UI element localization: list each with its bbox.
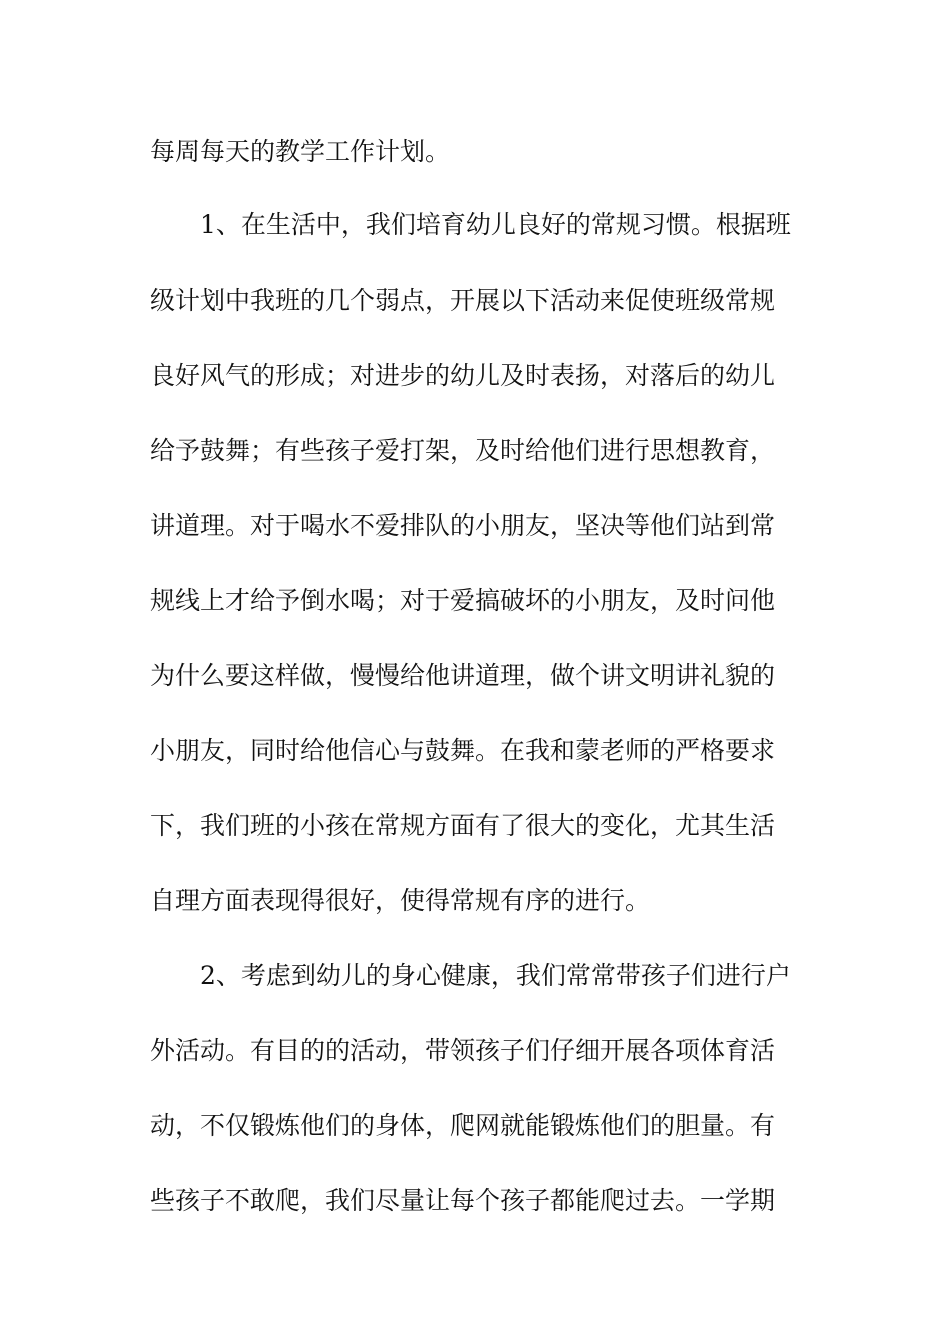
text-line-7: 规线上才给予倒水喝；对于爱搞破坏的小朋友，及时问他	[150, 586, 776, 615]
text-line-10: 下，我们班的小孩在常规方面有了很大的变化，尤其生活	[150, 811, 776, 840]
paragraph-2-first-line: 2、考虑到幼儿的身心健康，我们常常带孩子们进行户	[200, 961, 791, 990]
text-line-13: 外活动。有目的的活动，带领孩子们仔细开展各项体育活	[150, 1036, 776, 1065]
text-line-3: 级计划中我班的几个弱点，开展以下活动来促使班级常规	[150, 286, 776, 315]
text-line-4: 良好风气的形成；对进步的幼儿及时表扬，对落后的幼儿	[150, 361, 776, 390]
text-line-1: 每周每天的教学工作计划。	[150, 137, 451, 166]
text-line-8: 为什么要这样做，慢慢给他讲道理，做个讲文明讲礼貌的	[150, 661, 776, 690]
text-line-11: 自理方面表现得很好，使得常规有序的进行。	[150, 886, 651, 915]
text-line-15: 些孩子不敢爬，我们尽量让每个孩子都能爬过去。一学期	[150, 1186, 776, 1215]
text-line-6: 讲道理。对于喝水不爱排队的小朋友，坚决等他们站到常	[150, 511, 776, 540]
text-line-9: 小朋友，同时给他信心与鼓舞。在我和蒙老师的严格要求	[150, 736, 776, 765]
paragraph-1-first-line: 1、在生活中，我们培育幼儿良好的常规习惯。根据班	[200, 210, 791, 239]
text-line-5: 给予鼓舞；有些孩子爱打架，及时给他们进行思想教育，	[150, 436, 776, 465]
text-line-14: 动，不仅锻炼他们的身体，爬网就能锻炼他们的胆量。有	[150, 1111, 776, 1140]
